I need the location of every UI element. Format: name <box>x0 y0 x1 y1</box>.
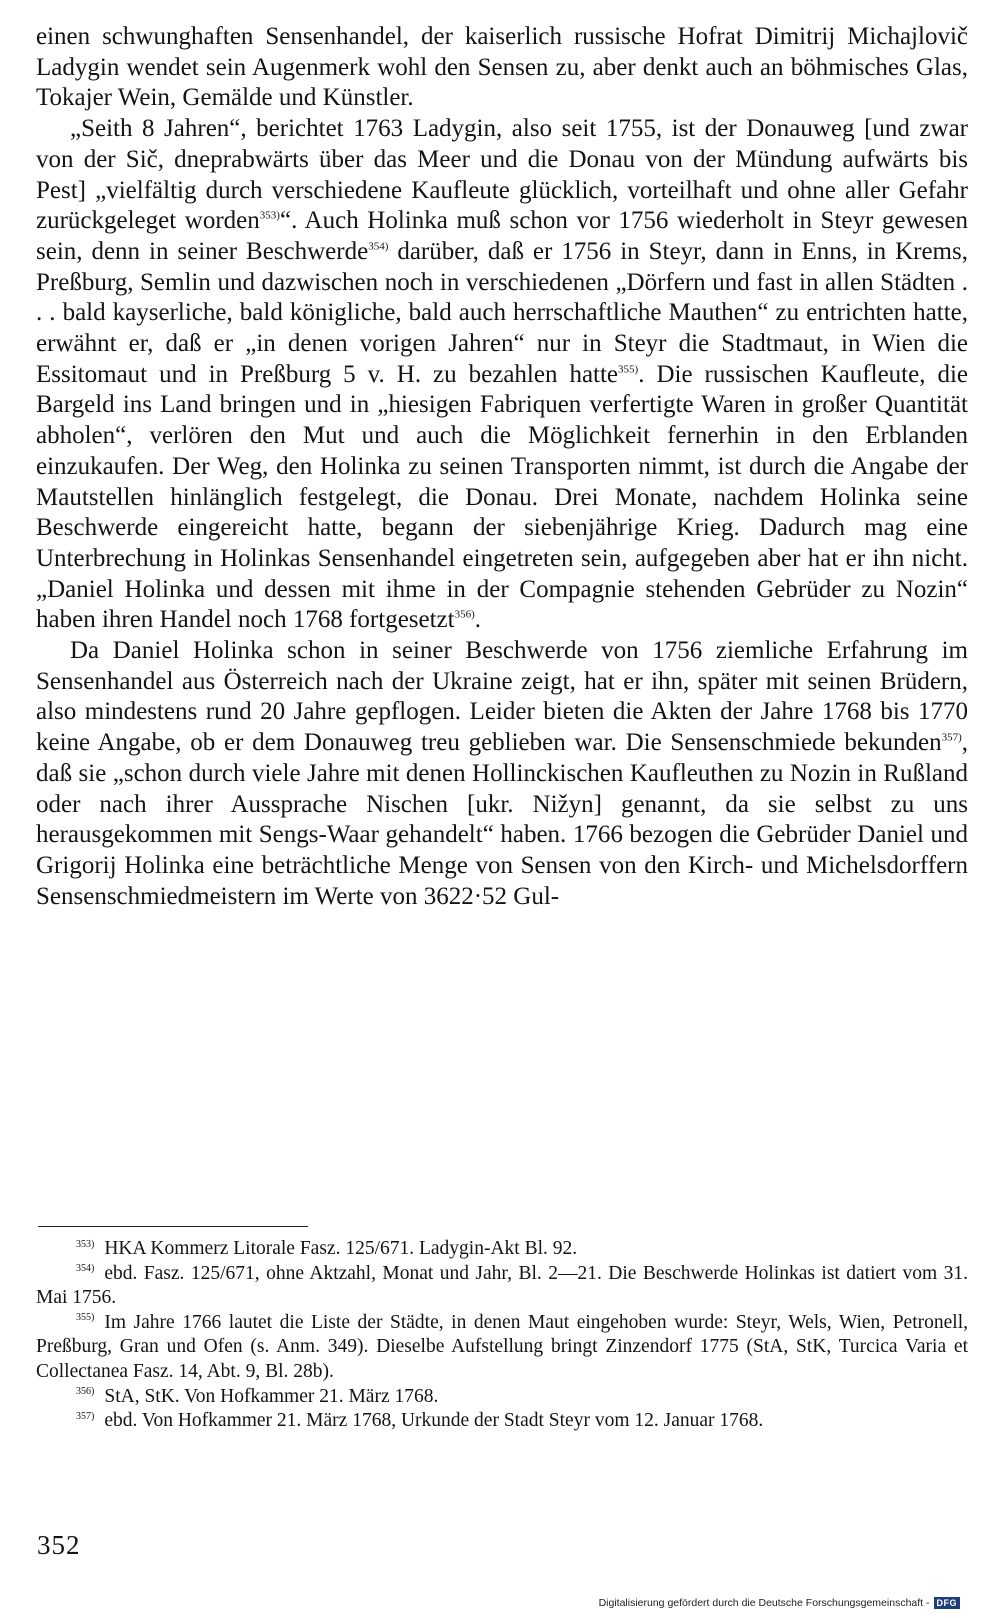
paragraph-1 <box>36 22 968 114</box>
paragraph-2-text-a: „Seith 8 Jahren“, berichtet 1763 Ladygin, also seit 1755, ist der Donauweg [und zwar von der Sič, dneprabwärts über das Meer und die Donau von der Mündung aufwärts bis Pest] „vielfältig durch verschiedene Kaufleute glücklich, vorteilhaft und ohne aller Gefahr zurückgeleget worden <box>36 115 968 235</box>
footnotes <box>36 1237 968 1434</box>
footnote-ref-357[interactable]: 357) <box>941 731 962 744</box>
footnote-text: StA, StK. Von Hofkammer 21. März 1768. <box>104 1385 439 1407</box>
digitization-credit <box>599 1597 960 1609</box>
footnote-ref-356[interactable]: 356) <box>454 609 475 622</box>
footnote-ref-353[interactable]: 353) <box>259 209 280 222</box>
footnote-divider <box>38 1226 308 1227</box>
footnote-text: HKA Kommerz Litorale Fasz. 125/671. Ladygin-Akt Bl. 92. <box>104 1238 578 1259</box>
footnote-354 <box>36 1262 968 1311</box>
footnote-number: 357) <box>76 1410 95 1422</box>
footnote-text: ebd. Von Hofkammer 21. März 1768, Urkunde der Stadt Steyr vom 12. Januar 1768. <box>104 1410 764 1432</box>
paragraph-2-text-b: “. Auch Holinka muß schon vor 1756 wiederholt in Steyr gewesen sein, denn in seiner Beschwerde <box>36 207 969 265</box>
main-text <box>36 22 968 912</box>
footnote-text: Im Jahre 1766 lautet die Liste der Städte, in denen Maut eingehoben wurde: Steyr, Wels, Wien, Petronell, Preßburg, Gran und Ofen (s. Anm. 349). Dieselbe Aufstellung bringt Zinzendorf 1775 (StA, StK, Turcica Varia et Collectanea Fasz. 14, Abt. 9, Bl. 28b). <box>36 1311 968 1382</box>
footnote-ref-355[interactable]: 355) <box>618 363 639 376</box>
footnote-353 <box>36 1237 968 1262</box>
footnote-number: 355) <box>76 1312 95 1324</box>
paragraph-2-text-e: . <box>474 606 482 634</box>
footnote-ref-354[interactable]: 354) <box>368 240 389 253</box>
paragraph-2-text-d: . Die russischen Kaufleute, die Bargeld ins Land bringen und in „hiesigen Fabriquen verfertigte Waren in großer Quantität abholen“, verlören den Mut und auch die Möglichkeit fernerhin in den Erblanden einzukaufen. Der Weg, den Holinka zu seinen Transporten nimmt, ist durch die Angabe der Mautstellen hinlänglich festgelegt, die Donau. Drei Monate, nachdem Holinka seine Beschwerde eingereicht hatte, begann der siebenjährige Krieg. Dadurch mag eine Unterbrechung in Holinkas Sensenhandel eingetreten sein, aufgegeben aber hat er ihn nicht. „Daniel Holinka und dessen mit ihme in der Compagnie stehenden Gebrüder zu Nozin“ haben ihren Handel noch 1768 fortgesetzt <box>36 360 968 634</box>
paragraph-3 <box>36 636 968 912</box>
paragraph-2-text-c: darüber, daß er 1756 in Steyr, dann in Enns, in Krems, Preßburg, Semlin und dazwischen noch in verschiedenen „Dörfern und fast in allen Städten . . . bald kayserliche, bald königliche, bald auch herrschaftliche Mauthen“ zu entrichten hatte, erwähnt er, daß er „in denen vorigen Jahren“ nur in Steyr die Stadtmaut, in Wien die Essitomaut und in Preßburg 5 v. H. zu bezahlen hatte <box>36 237 968 388</box>
dfg-logo-icon: DFG <box>934 1597 961 1609</box>
footnote-number: 356) <box>76 1386 95 1398</box>
credit-text: Digitalisierung gefördert durch die Deutsche Forschungsgemeinschaft - <box>598 1597 930 1609</box>
footnote-357 <box>36 1409 968 1434</box>
footnote-356 <box>36 1385 968 1410</box>
footnote-text: ebd. Fasz. 125/671, ohne Aktzahl, Monat und Jahr, Bl. 2—21. Die Beschwerde Holinkas ist datiert vom 31. Mai 1756. <box>36 1262 968 1309</box>
footnote-number: 353) <box>76 1238 95 1250</box>
paragraph-3-text-a: Da Daniel Holinka schon in seiner Beschwerde von 1756 ziemliche Erfahrung im Sensenhandel aus Österreich nach der Ukraine zeigt, hat er ihn, später mit seinen Brüdern, also mindestens rund 20 Jahre gepflogen. Leider bieten die Akten der Jahre 1768 bis 1770 keine Angabe, ob er dem Donauweg treu geblieben war. Die Sensenschmiede bekunden <box>36 637 968 757</box>
footnote-number: 354) <box>76 1263 95 1275</box>
page-number: 352 <box>37 1530 81 1560</box>
paragraph-2 <box>36 114 968 636</box>
paragraph-1-text: einen schwunghaften Sensenhandel, der kaiserlich russische Hofrat Dimitrij Michajlovič Ladygin wendet sein Augenmerk wohl den Sensen zu, aber denkt auch an böhmisches Glas, Tokajer Wein, Gemälde und Künstler. <box>36 23 968 112</box>
footnote-355 <box>36 1311 968 1385</box>
paragraph-3-text-b: , daß sie „schon durch viele Jahre mit denen Hollinckischen Kaufleuthen zu Nozin in Rußland oder nach ihrer Aussprache Nischen [ukr. Nižyn] genannt, da sie selbst zu uns herausgekommen mit Sengs-Waar gehandelt“ haben. 1766 bezogen die Gebrüder Daniel und Grigorij Holinka eine beträchtliche Menge von Sensen von den Kirch- und Michelsdorffern Sensenschmiedmeistern im Werte von 3622·52 Gul- <box>36 729 968 910</box>
